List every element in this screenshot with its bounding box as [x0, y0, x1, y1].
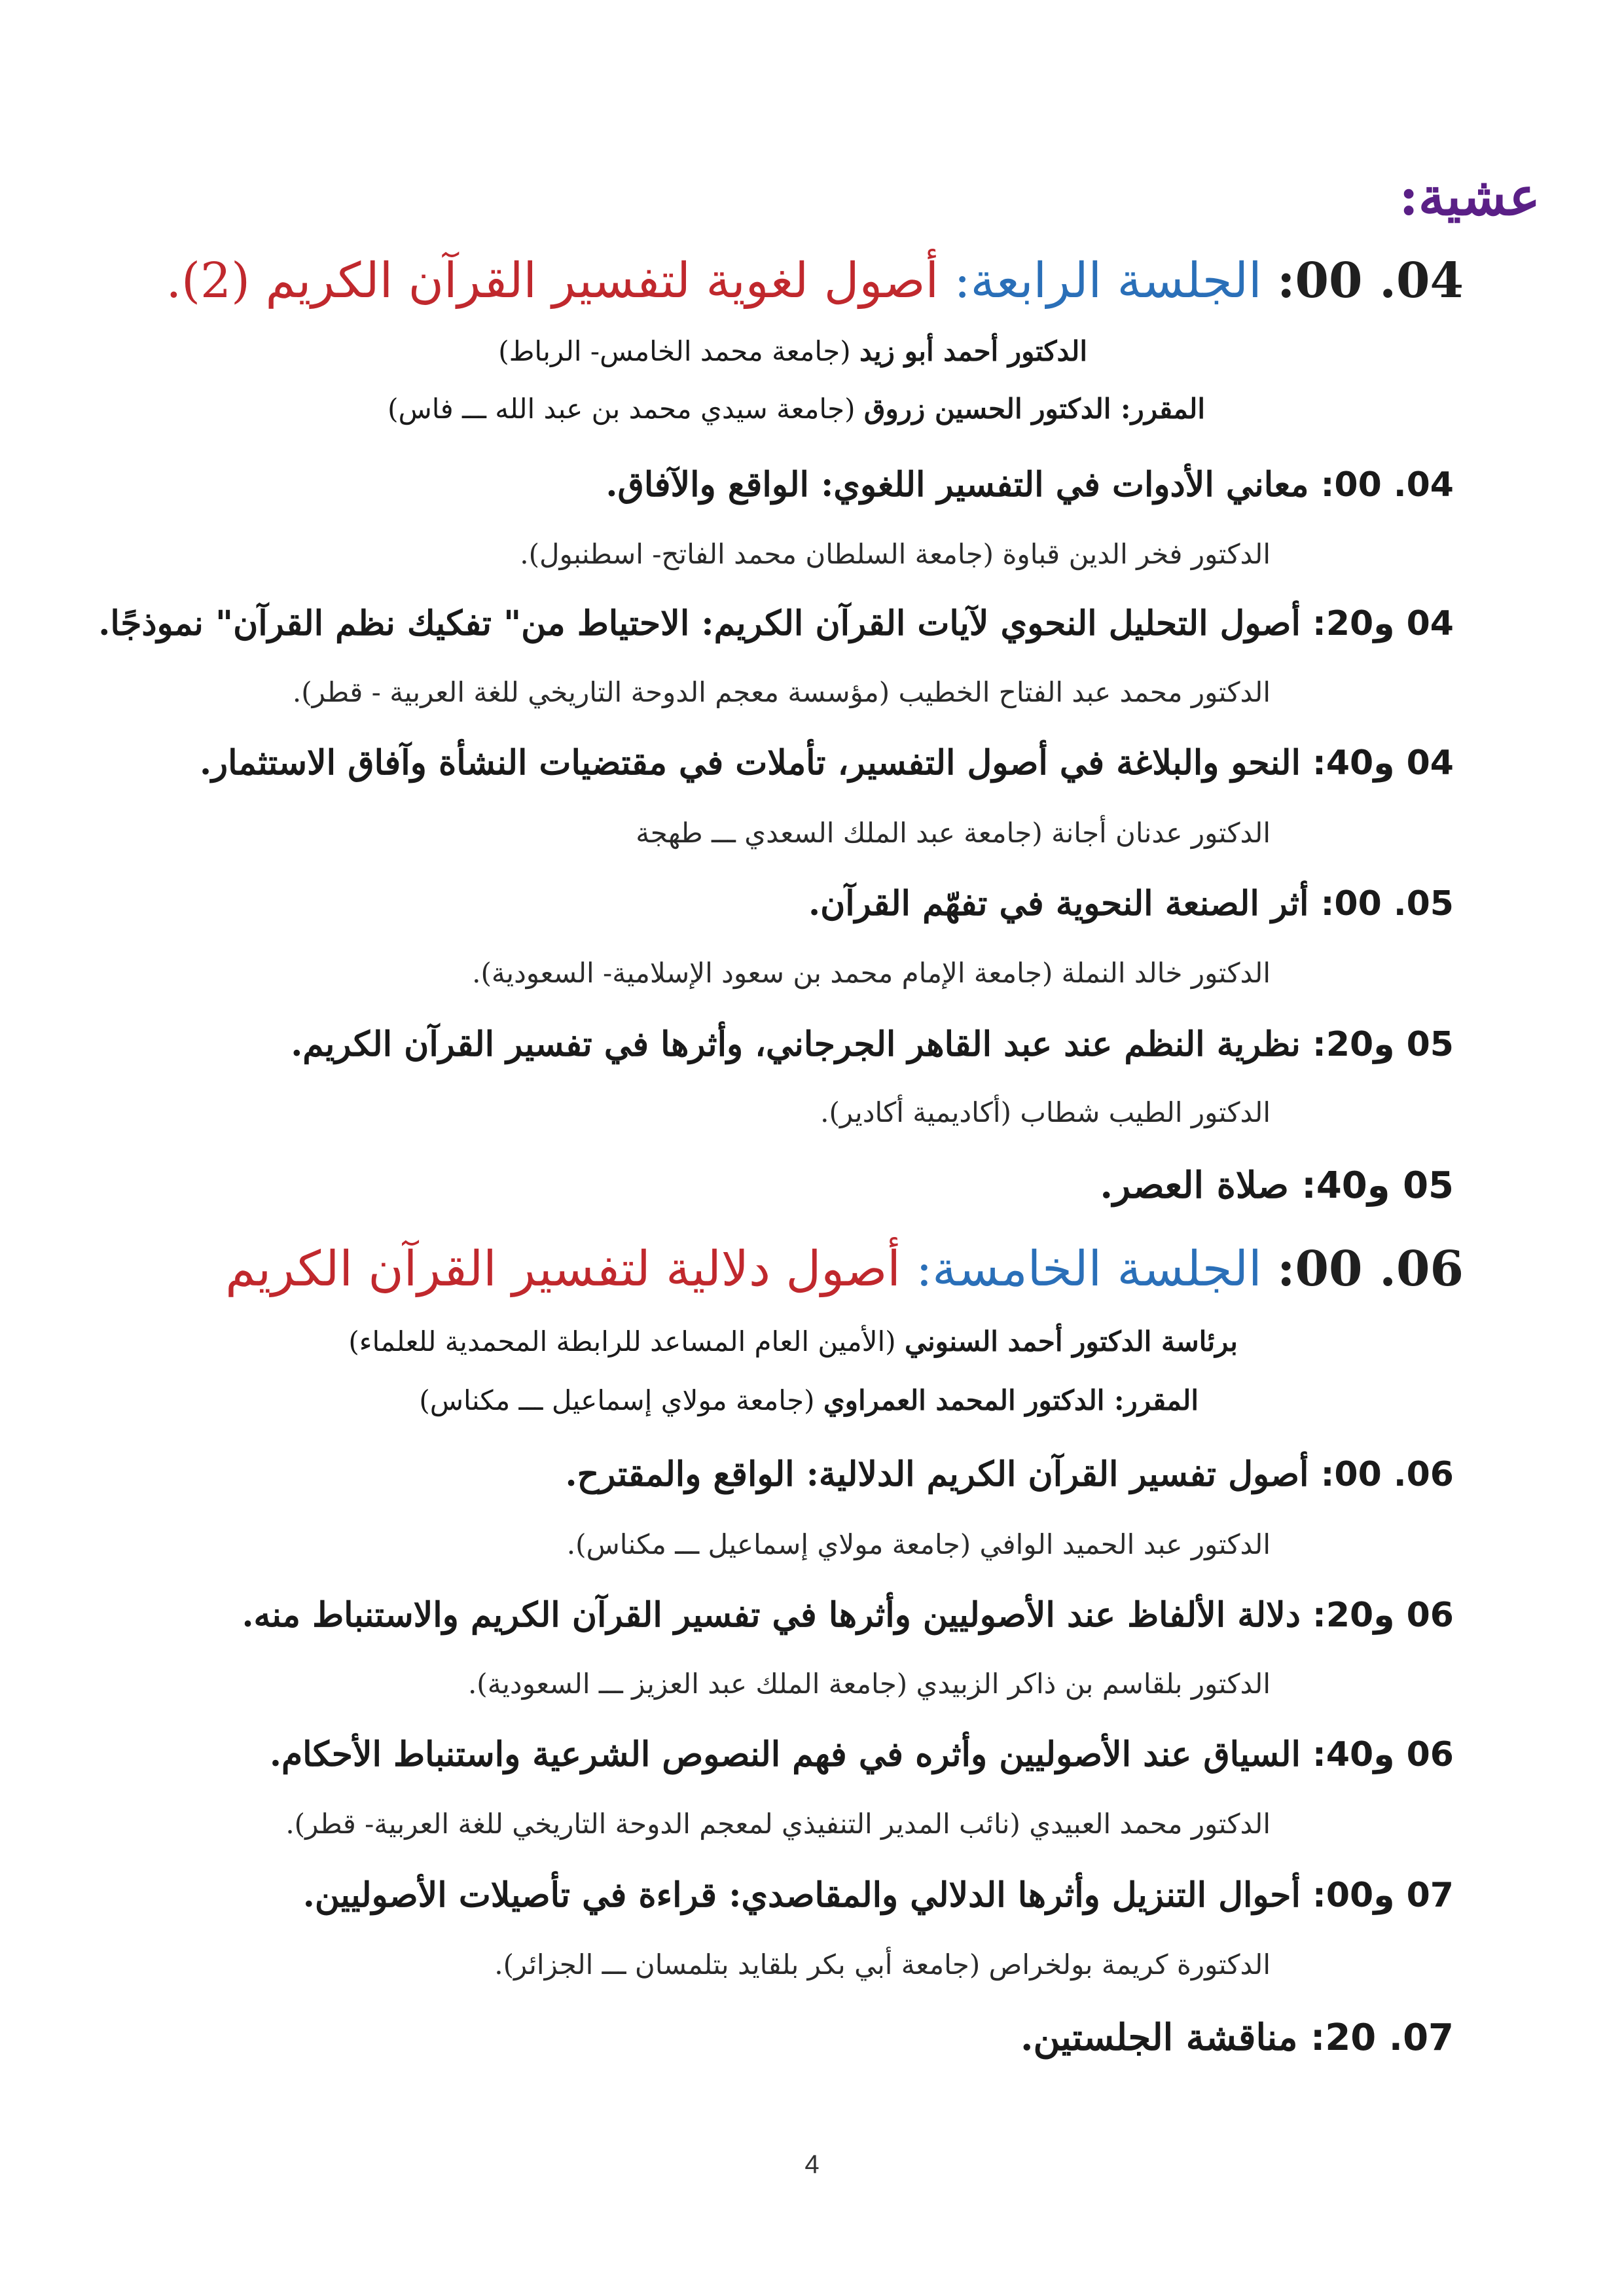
page-number: 4	[804, 2150, 820, 2179]
talk-title: أحوال التنزيل وأثرها الدلالي والمقاصدي: قراءة في تأصيلات الأصوليين.	[302, 1875, 1301, 1915]
talk-4-3	[79, 743, 1454, 783]
talk-4-2	[79, 603, 1454, 644]
session-4-chair-name: الدكتور أحمد أبو زيد	[859, 335, 1087, 367]
talk-4-2-speaker: الدكتور محمد عبد الفتاح الخطيب (مؤسسة معجم الدوحة التاريخي للغة العربية - قطر).	[292, 676, 1271, 708]
session-5-header	[79, 1240, 1464, 1299]
prayer-time: 05 و40:	[1301, 1164, 1454, 1207]
talk-time: 07 و00:	[1312, 1876, 1454, 1915]
talk-title: معاني الأدوات في التفسير اللغوي: الواقع والآفاق.	[605, 465, 1309, 505]
talk-time: 06 و20:	[1312, 1596, 1454, 1635]
talk-4-5	[79, 1024, 1454, 1065]
session-4-header	[79, 252, 1464, 310]
talk-5-3	[79, 1734, 1454, 1775]
talk-title: أثر الصنعة النحوية في تفهّم القرآن.	[808, 884, 1309, 924]
talk-4-3-speaker: الدكتور عدنان أجانة (جامعة عبد الملك السعدي ـــ طهجة	[636, 817, 1271, 849]
talk-time: 05. 00:	[1320, 884, 1454, 924]
talk-5-2-speaker: الدكتور بلقاسم بن ذاكر الزبيدي (جامعة الملك عبد العزيز ـــ السعودية).	[467, 1668, 1271, 1700]
talk-time: 05 و20:	[1312, 1025, 1454, 1064]
prayer-break	[79, 1164, 1454, 1208]
talk-title: أصول تفسير القرآن الكريم الدلالية: الواقع والمقترح.	[565, 1454, 1309, 1494]
talk-4-4	[79, 884, 1454, 924]
session-5-chair	[79, 1325, 1238, 1358]
session-5-chair-affil: (الأمين العام المساعد للرابطة المحمدية للعلماء)	[348, 1325, 896, 1357]
session-5-rapporteur	[79, 1384, 1199, 1417]
talk-time: 06. 00:	[1320, 1455, 1454, 1494]
session-5-time: 06. 00:	[1277, 1241, 1464, 1297]
session-5-chair-name: برئاسة الدكتور أحمد السنوني	[904, 1325, 1238, 1357]
talk-5-3-speaker: الدكتور محمد العبيدي (نائب المدير التنفيذي لمعجم الدوحة التاريخي للغة العربية- قطر).	[285, 1808, 1271, 1840]
talk-time: 04. 00:	[1320, 465, 1454, 505]
talk-4-4-speaker: الدكتور خالد النملة (جامعة الإمام محمد بن سعود الإسلامية- السعودية).	[472, 957, 1271, 989]
session-4-rapporteur-label: المقرر: الدكتور الحسين زروق	[863, 393, 1205, 425]
session-5-label: الجلسة الخامسة:	[916, 1241, 1262, 1297]
evening-heading: عشية:	[1399, 166, 1540, 227]
talk-5-1	[79, 1454, 1454, 1495]
session-4-rapporteur	[79, 393, 1205, 425]
prayer-text: صلاة العصر.	[1100, 1164, 1289, 1207]
talk-time: 06 و40:	[1312, 1735, 1454, 1774]
talk-5-2	[79, 1595, 1454, 1636]
discussion-text: مناقشة الجلستين.	[1020, 2016, 1298, 2059]
discussion	[79, 2016, 1454, 2060]
discussion-time: 07. 20:	[1310, 2017, 1454, 2059]
talk-4-1	[79, 465, 1454, 505]
session-5-rapporteur-label: المقرر: الدكتور المحمد العمراوي	[823, 1384, 1199, 1416]
session-4-chair	[79, 335, 1087, 368]
talk-title: النحو والبلاغة في أصول التفسير، تأملات في مقتضيات النشأة وآفاق الاستثمار.	[199, 743, 1301, 783]
talk-time: 04 و40:	[1312, 744, 1454, 783]
talk-title: أصول التحليل النحوي لآيات القرآن الكريم: الاحتياط من" تفكيك نظم القرآن" نموذجًا.	[98, 603, 1301, 643]
talk-5-4	[79, 1875, 1454, 1916]
talk-time: 04 و20:	[1312, 604, 1454, 643]
talk-5-4-speaker: الدكتورة كريمة بولخراص (جامعة أبي بكر بلقايد بتلمسان ـــ الجزائر).	[494, 1948, 1271, 1981]
talk-title: نظرية النظم عند عبد القاهر الجرجاني، وأثرها في تفسير القرآن الكريم.	[291, 1024, 1301, 1064]
session-4-time: 04. 00:	[1277, 253, 1464, 309]
session-4-label: الجلسة الرابعة:	[954, 253, 1262, 309]
session-5-title: أصول دلالية لتفسير القرآن الكريم	[225, 1241, 901, 1297]
talk-4-1-speaker: الدكتور فخر الدين قباوة (جامعة السلطان محمد الفاتح- اسطنبول).	[520, 538, 1271, 570]
session-5-rapporteur-affil: (جامعة مولاي إسماعيل ـــ مكناس)	[419, 1384, 815, 1416]
talk-5-1-speaker: الدكتور عبد الحميد الوافي (جامعة مولاي إسماعيل ـــ مكناس).	[566, 1528, 1271, 1560]
talk-title: دلالة الألفاظ عند الأصوليين وأثرها في تفسير القرآن الكريم والاستنباط منه.	[242, 1595, 1301, 1635]
talk-4-5-speaker: الدكتور الطيب شطاب (أكاديمية أكادير).	[820, 1096, 1271, 1128]
session-4-chair-affil: (جامعة محمد الخامس- الرباط)	[498, 335, 851, 367]
session-4-title: أصول لغوية لتفسير القرآن الكريم (2).	[166, 253, 939, 309]
session-4-rapporteur-affil: (جامعة سيدي محمد بن عبد الله ـــ فاس)	[388, 393, 856, 425]
talk-title: السياق عند الأصوليين وأثره في فهم النصوص الشرعية واستنباط الأحكام.	[269, 1734, 1301, 1774]
